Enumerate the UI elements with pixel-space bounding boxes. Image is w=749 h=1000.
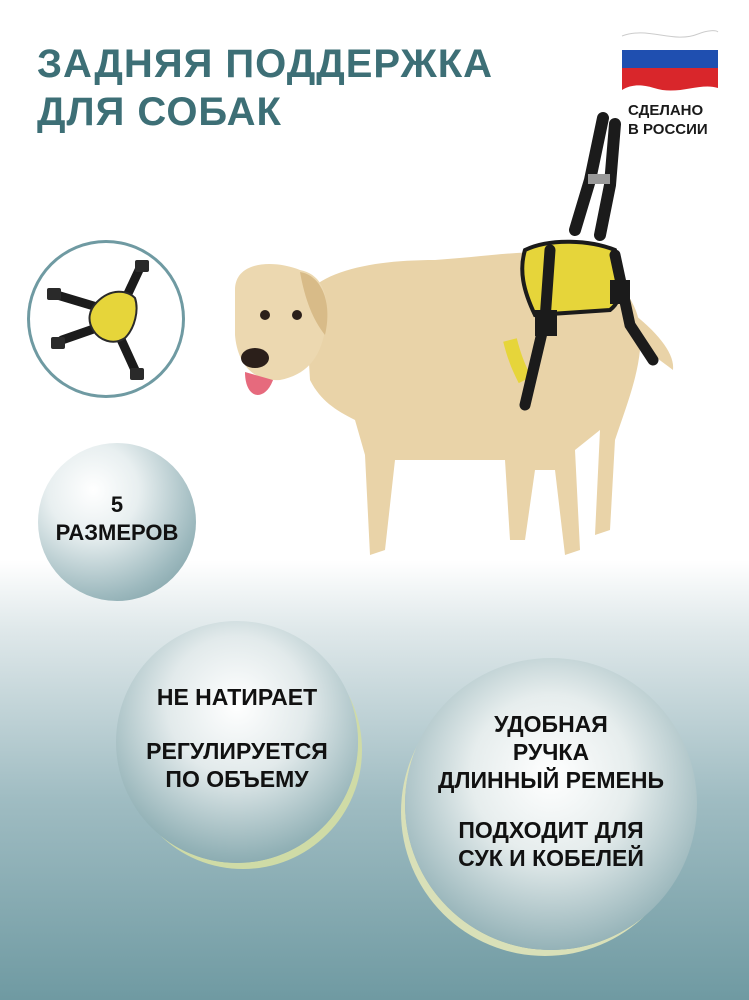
title-line-2: ДЛЯ СОБАК xyxy=(37,90,282,134)
feature-adjustable-volume: ПО ОБЪЕМУ xyxy=(165,766,309,792)
dog-photo xyxy=(205,110,685,590)
title-line-1: ЗАДНЯЯ ПОДДЕРЖКА xyxy=(37,42,494,86)
feature-handle-1: УДОБНАЯ xyxy=(494,711,608,737)
feature-circle-left xyxy=(116,621,358,863)
feature-suits-1: ПОДХОДИТ ДЛЯ xyxy=(458,817,644,843)
feature-circle-right xyxy=(405,658,697,950)
badge-line-2: В РОССИИ xyxy=(628,121,708,138)
feature-no-chafe: НЕ НАТИРАЕТ xyxy=(156,684,318,710)
feature-suits-2: СУК И КОБЕЛЕЙ xyxy=(458,845,644,871)
harness-preview-circle xyxy=(27,240,185,398)
badge-line-1: СДЕЛАНО xyxy=(628,102,704,119)
feature-long-strap: ДЛИННЫЙ РЕМЕНЬ xyxy=(437,767,665,793)
feature-handle-2: РУЧКА xyxy=(512,739,590,765)
sizes-circle xyxy=(38,443,196,601)
russian-flag-icon xyxy=(618,26,722,96)
feature-adjustable: РЕГУЛИРУЕТСЯ xyxy=(146,738,328,764)
sizes-count: 5 xyxy=(110,492,124,517)
harness-icon xyxy=(27,240,185,398)
sizes-label: РАЗМЕРОВ xyxy=(55,520,179,545)
